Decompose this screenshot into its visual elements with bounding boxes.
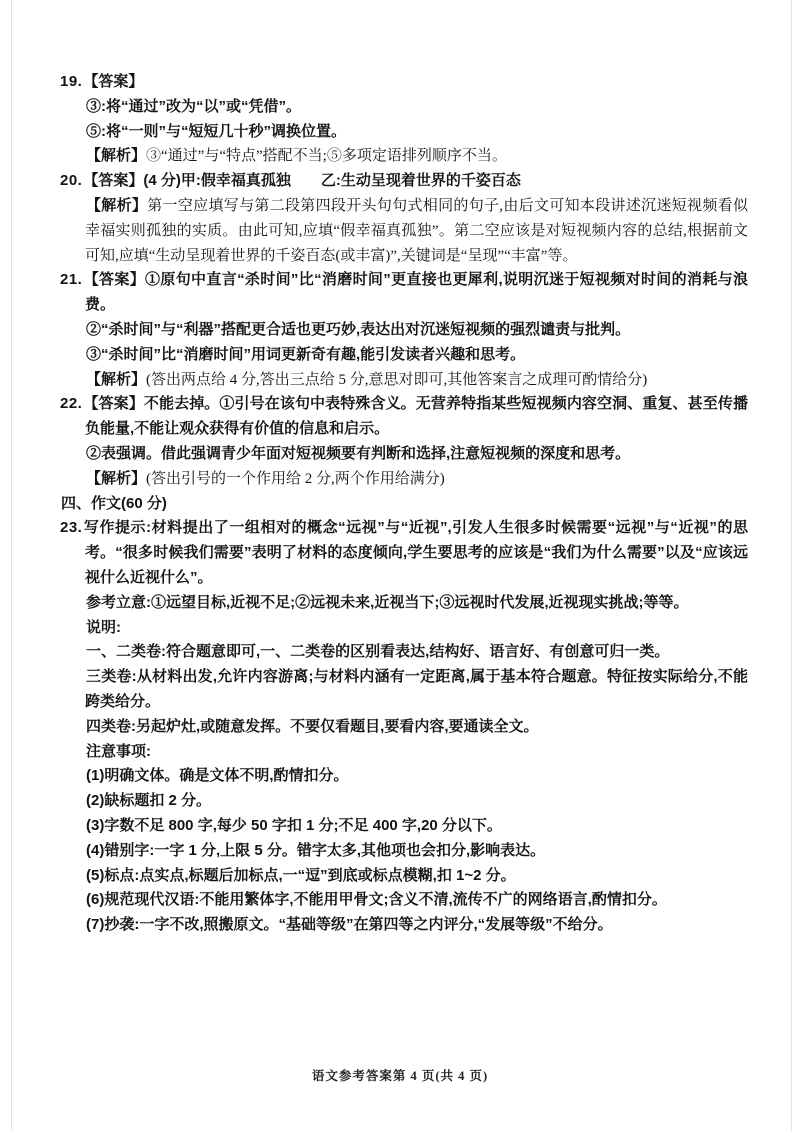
line-text: ③“通过”与“特点”搭配不当;⑤多项定语排列顺序不当。 — [146, 148, 507, 165]
line-text: (5)标点:点实点,标题后加标点,一“逗”到底或标点模糊,扣 1~2 分。 — [86, 866, 516, 884]
text-line — [60, 268, 748, 318]
text-line — [85, 814, 748, 839]
text-line — [60, 70, 748, 95]
page-footer: 语文参考答案第 4 页(共 4 页) — [311, 1069, 489, 1083]
answer-key-content — [60, 70, 748, 938]
line-text: 不能去掉。①引号在该句中表特殊含义。无营养特指某些短视频内容空洞、重复、甚至传播负能量,不能让观众获得有价值的信息和启示。 — [85, 395, 748, 438]
text-line — [85, 95, 748, 120]
line-text: (4)错别字:一字 1 分,上限 5 分。错字太多,其他项也会扣分,影响表达。 — [86, 841, 546, 859]
line-label: 【解析】 — [86, 147, 147, 165]
text-line — [85, 120, 748, 145]
line-text: ③“杀时间”比“消磨时间”用词更新奇有趣,能引发读者兴趣和思考。 — [86, 345, 526, 363]
line-text: (答出引号的一个作用给 2 分,两个作用给满分) — [146, 470, 445, 487]
line-text: (答出两点给 4 分,答出三点给 5 分,意思对即可,其他答案言之成理可酌情给分) — [146, 371, 648, 388]
line-text: ③:将“通过”改为“以”或“凭借”。 — [86, 97, 301, 115]
text-line — [85, 368, 748, 393]
text-line — [85, 715, 748, 740]
line-label: 说明: — [86, 618, 121, 636]
text-line — [85, 591, 748, 616]
text-line — [85, 616, 748, 641]
text-line — [85, 764, 748, 789]
scan-edge-left — [11, 0, 12, 1131]
text-line — [60, 516, 749, 590]
text-line — [85, 194, 748, 268]
line-text: 材料提出了一组相对的概念“远视”与“近视”,引发人生很多时候需要“远视”与“近视”的思考。“很多时候我们需要”表明了材料的态度倾向,学生要思考的应该是“我们为什么需要”以及“应该远视什么近视什么”。 — [85, 519, 749, 586]
line-text: ②“杀时间”与“利器”搭配更合适也更巧妙,表达出对沉迷短视频的强烈谴责与批判。 — [86, 320, 631, 338]
line-text: 三类卷:从材料出发,允许内容游离;与材料内涵有一定距离,属于基本符合题意。特征按实际给分,不能跨类给分。 — [85, 668, 748, 710]
line-text: (7)抄袭:一字不改,照搬原文。“基础等级”在第四等之内评分,“发展等级”不给分。 — [86, 916, 613, 934]
line-label: 参考立意: — [86, 593, 151, 611]
text-line — [85, 789, 748, 814]
line-text: ①远望目标,近视不足;②远视未来,近视当下;③远视时代发展,近视现实挑战;等等。 — [151, 593, 689, 611]
line-text: 一、二类卷:符合题意即可,一、二类卷的区别看表达,结构好、语言好、有创意可归一类。 — [86, 643, 670, 661]
text-line — [85, 343, 748, 368]
line-text: 四类卷:另起炉灶,或随意发挥。不要仅看题目,要看内容,要通读全文。 — [86, 717, 539, 735]
line-text: 四、作文(60 分) — [61, 494, 167, 512]
text-line — [85, 318, 748, 343]
line-text: 第一空应填写与第二段第四段开头句句式相同的句子,由后文可知本段讲述沉迷短视频看似幸福实则孤独的实质。由此可知,应填“假幸福真孤独”。第二空应该是对短视频内容的总结,根据前文可知,应填“生动呈现着世界的千姿百态(或丰富)”,关键词是“呈现”“丰富”等。 — [85, 197, 748, 264]
scan-edge-right — [791, 0, 792, 1131]
question-number: 20. — [60, 172, 83, 190]
line-text: ②表强调。借此强调青少年面对短视频要有判断和选择,注意短视频的深度和思考。 — [86, 444, 631, 462]
line-label: 【解析】 — [86, 196, 148, 214]
line-label: 【解析】 — [86, 469, 147, 487]
question-number: 21. — [60, 271, 83, 289]
text-line — [60, 169, 748, 194]
line-text: (1)明确文体。确是文体不明,酌情扣分。 — [86, 767, 349, 785]
line-text: ⑤:将“一则”与“短短几十秒”调换位置。 — [86, 122, 346, 140]
text-line — [85, 665, 748, 715]
line-label: 注意事项: — [86, 742, 151, 760]
line-text: ①原句中直言“杀时间”比“消磨时间”更直接也更犀利,说明沉迷于短视频对时间的消耗与浪费。 — [85, 271, 748, 314]
text-line — [85, 144, 748, 169]
line-label: 【答案】 — [83, 395, 144, 413]
line-label: 写作提示: — [83, 519, 152, 537]
line-label: 【答案】 — [83, 271, 146, 289]
line-label: 【答案】 — [83, 73, 144, 90]
text-line — [85, 839, 748, 864]
text-line — [85, 442, 748, 467]
question-number: 23. — [60, 519, 83, 537]
line-text: (2)缺标题扣 2 分。 — [86, 792, 212, 810]
line-text: (3)字数不足 800 字,每少 50 字扣 1 分;不足 400 字,20 分以下。 — [86, 816, 502, 834]
line-label: 【答案】 — [83, 172, 144, 190]
text-line — [85, 888, 748, 913]
question-number: 22. — [60, 395, 83, 413]
line-text: (6)规范现代汉语:不能用繁体字,不能用甲骨文;含义不清,流传不广的网络语言,酌情扣分。 — [86, 891, 667, 909]
text-line — [85, 913, 748, 938]
line-text: (4 分)甲:假幸福真孤独 乙:生动呈现着世界的千姿百态 — [143, 172, 521, 190]
question-number: 19. — [60, 73, 83, 90]
text-line — [85, 467, 748, 492]
text-line — [60, 392, 748, 442]
text-line — [60, 492, 748, 517]
text-line — [85, 740, 748, 765]
text-line — [85, 864, 748, 889]
text-line — [85, 640, 748, 665]
line-label: 【解析】 — [86, 370, 147, 388]
